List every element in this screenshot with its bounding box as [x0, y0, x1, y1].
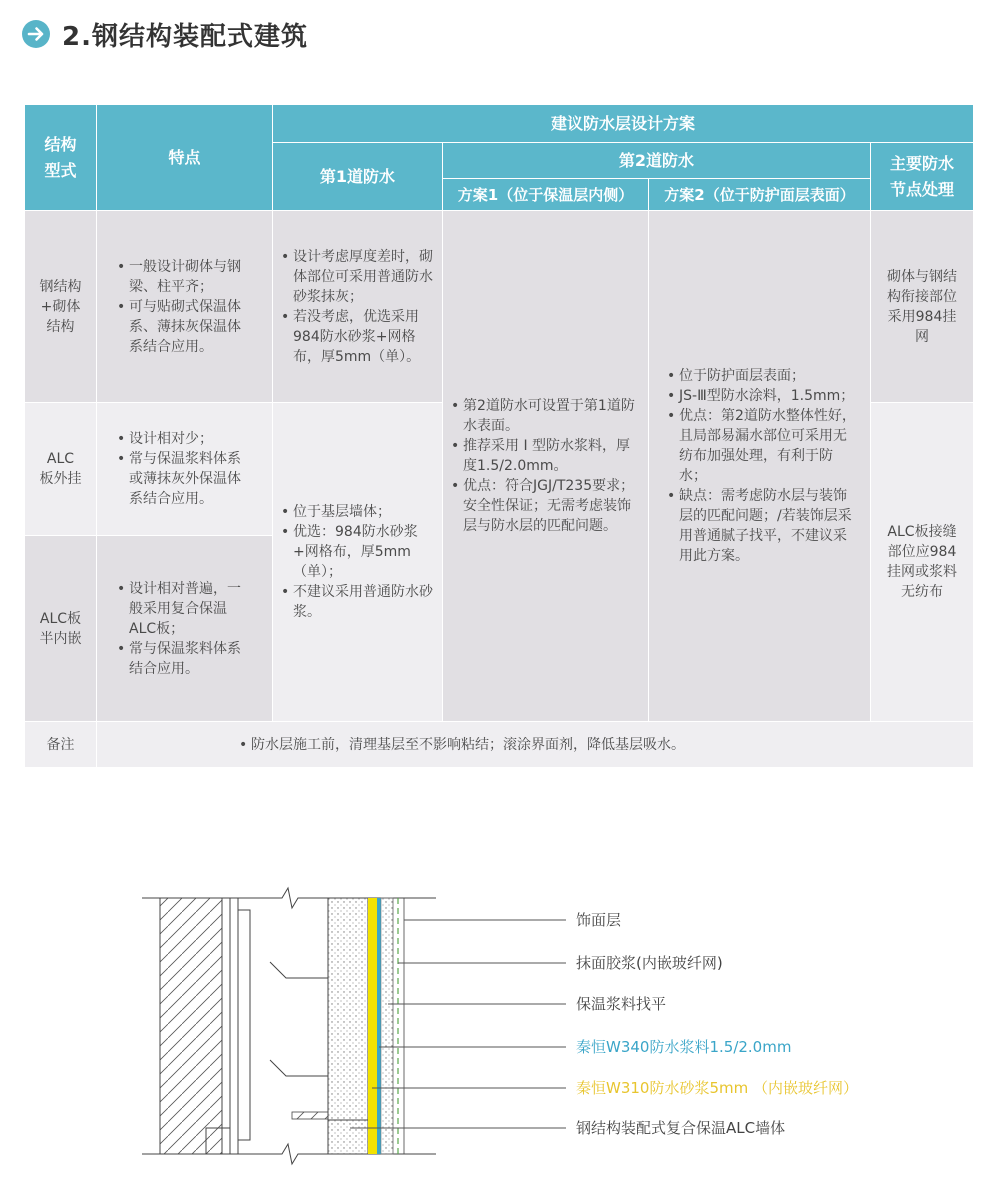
- section-title: 2.钢结构装配式建筑: [62, 21, 308, 52]
- header-option2: 方案2（位于防护面层表面）: [649, 179, 871, 211]
- option2-cell: [649, 211, 871, 722]
- section-heading: [22, 16, 308, 52]
- label-w340-slurry: 秦恒W340防水浆料1.5/2.0mm: [576, 1038, 792, 1056]
- list-item: • 优点：符合JGJ/T235要求；安全性保证；无需考虑装饰层与防水层的匹配问题。: [451, 476, 642, 536]
- row-features-alc-semi-embedded: [97, 536, 273, 722]
- list-item: • 常与保温浆料体系或薄抹灰外保温体系结合应用。: [117, 449, 254, 509]
- row-features-alc-external: [97, 403, 273, 536]
- header-layer1: 第1道防水: [273, 143, 443, 211]
- node-cell-masonry: 砌体与钢结构衔接部位采用984挂网: [871, 211, 974, 403]
- list-item: • 防水层施工前，清理基层至不影响粘结；滚涂界面剂，降低基层吸水。: [239, 735, 973, 755]
- list-item: • 不建议采用普通防水砂浆。: [281, 582, 436, 622]
- list-item: • 一般设计砌体与钢梁、柱平齐；: [117, 257, 254, 297]
- label-alc-wall: 钢结构装配式复合保温ALC墙体: [576, 1119, 786, 1137]
- list-item: • 设计相对普遍，一般采用复合保温ALC板；: [117, 579, 254, 639]
- list-item: • JS-Ⅲ型防水涂料，1.5mm；: [667, 386, 858, 406]
- list-item: • 位于防护面层表面；: [667, 366, 858, 386]
- list-item: • 可与贴砌式保温体系、薄抹灰保温体系结合应用。: [117, 297, 254, 357]
- header-features: 特点: [97, 105, 273, 211]
- note-label: 备注: [25, 722, 97, 768]
- row-type-steel-masonry: 钢结构 +砌体 结构: [25, 211, 97, 403]
- wall-section-diagram: [0, 870, 1000, 1180]
- row-type-alc-external: ALC 板外挂: [25, 403, 97, 536]
- list-item: • 常与保温浆料体系结合应用。: [117, 639, 254, 679]
- list-item: • 优选：984防水砂浆+网格布，厚5mm（单）；: [281, 522, 436, 582]
- list-item: • 若没考虑，优选采用984防水砂浆+网格布，厚5mm（单）。: [281, 307, 436, 367]
- header-structure-type: 结构 型式: [25, 105, 97, 211]
- list-item: • 推荐采用 Ⅰ 型防水浆料，厚度1.5/2.0mm。: [451, 436, 642, 476]
- label-finish-layer: 饰面层: [576, 911, 622, 929]
- row-features-steel-masonry: [97, 211, 273, 403]
- list-item: • 第2道防水可设置于第1道防水表面。: [451, 396, 642, 436]
- layer1-cell-alc: [273, 403, 443, 722]
- header-node: 主要防水 节点处理: [871, 143, 974, 211]
- label-plaster-mortar: 抹面胶浆(内嵌玻纤网): [576, 954, 723, 972]
- list-item: • 设计相对少；: [117, 429, 254, 449]
- header-plan: 建议防水层设计方案: [273, 105, 974, 143]
- header-layer2: 第2道防水: [443, 143, 871, 179]
- arrow-right-circle-icon: [22, 20, 50, 48]
- layer1-cell-masonry: [273, 211, 443, 403]
- list-item: • 位于基层墙体；: [281, 502, 436, 522]
- header-option1: 方案1（位于保温层内侧）: [443, 179, 649, 211]
- wall-section-drawing: [0, 870, 1000, 1180]
- label-insulation-leveling: 保温浆料找平: [576, 995, 667, 1013]
- waterproof-spec-table: [24, 104, 974, 768]
- list-item: • 优点：第2道防水整体性好，且局部易漏水部位可采用无纺布加强处理，有利于防水；: [667, 406, 858, 486]
- node-cell-alc: ALC板接缝部位应984挂网或浆料无纺布: [871, 403, 974, 722]
- option1-cell: [443, 211, 649, 722]
- note-text: [97, 722, 974, 768]
- row-type-alc-semi-embedded: ALC板 半内嵌: [25, 536, 97, 722]
- list-item: • 缺点：需考虑防水层与装饰层的匹配问题；/若装饰层采用普通腻子找平，不建议采用此方案。: [667, 486, 858, 566]
- list-item: • 设计考虑厚度差时，砌体部位可采用普通防水砂浆抹灰；: [281, 247, 436, 307]
- label-w310-mortar: 秦恒W310防水砂浆5mm （内嵌玻纤网）: [576, 1079, 858, 1097]
